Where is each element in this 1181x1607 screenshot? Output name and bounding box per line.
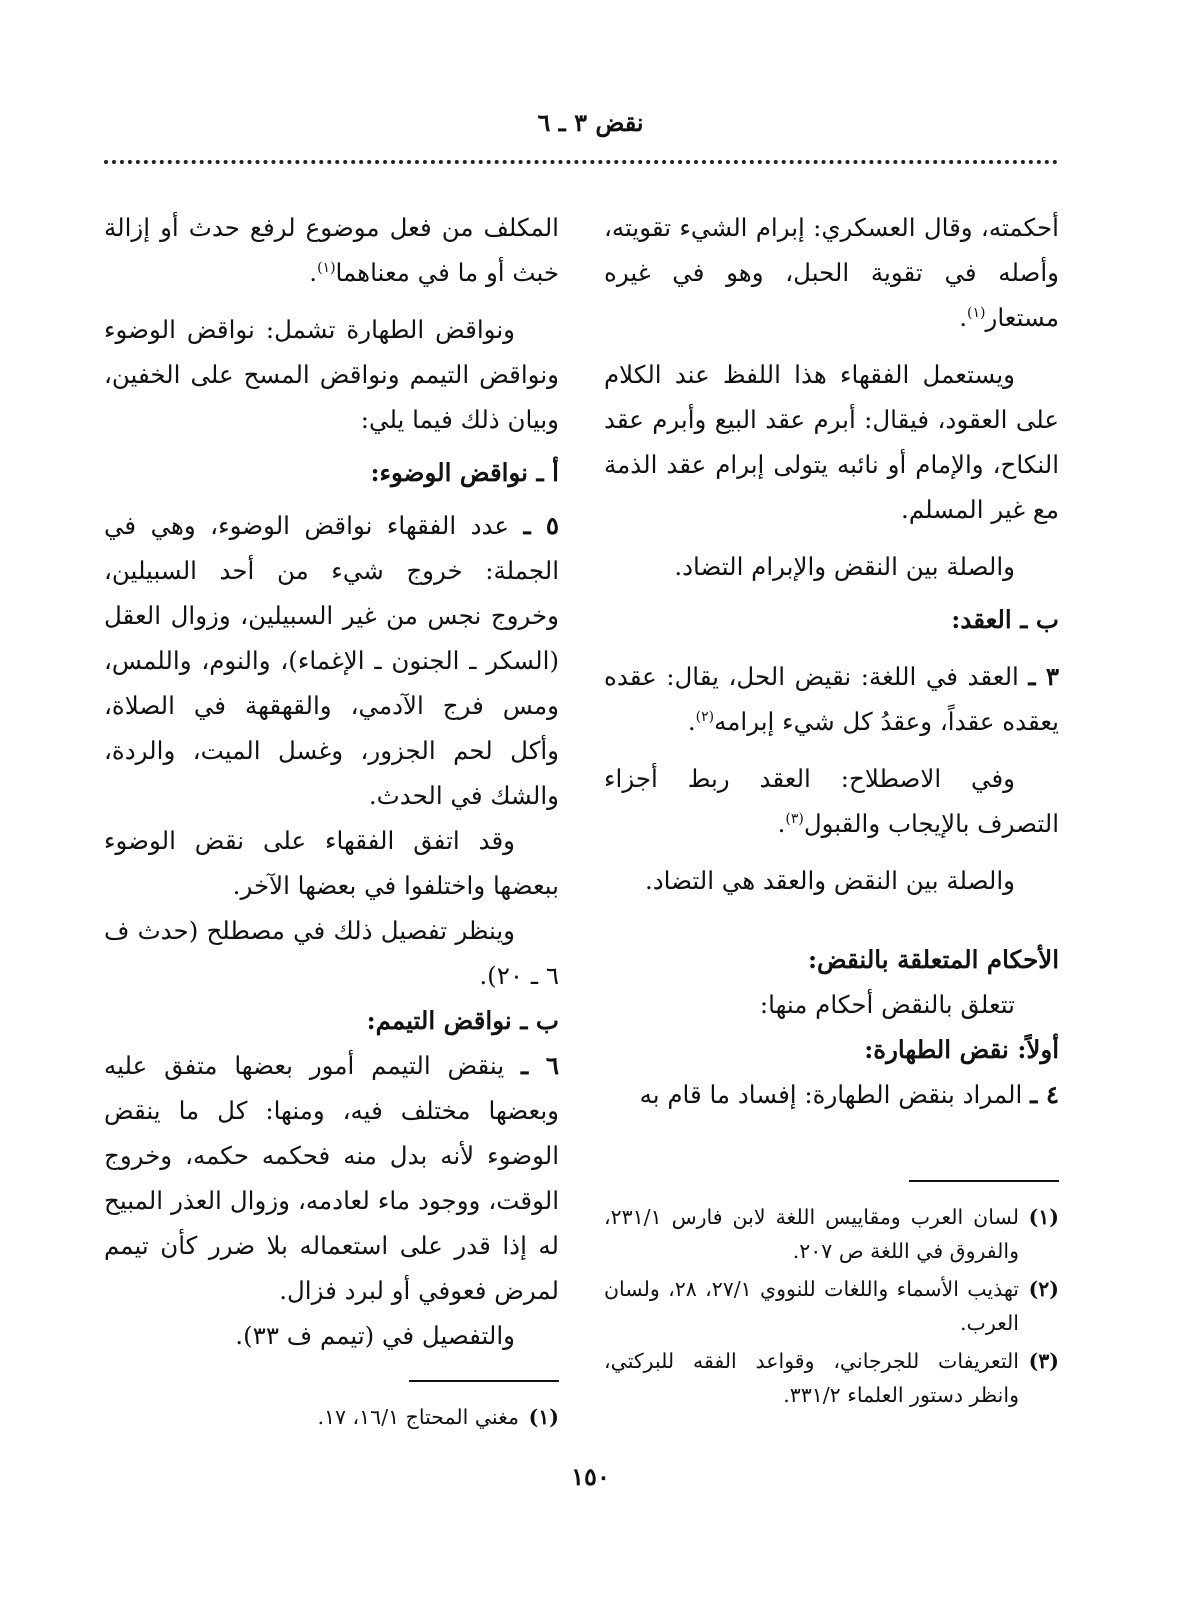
paragraph-text: ينقض التيمم أمور بعضها متفق عليه وبعضها مختلف فيه، ومنها: كل ما ينقض الوضوء لأنه بدل منه فحكمه حكمه، وخروج الوقت، ووجود ماء لعادمه، وزوال العذر المبيح له إذا قدر على استعماله بلا ضرر كأن تيمم لمرض فعوفي أو لبرد فزال.: [104, 1051, 559, 1305]
numbered-paragraph: [604, 1072, 1059, 1117]
section-title: أولاً: نقض الطهارة:: [864, 1035, 1059, 1064]
paragraph: [104, 205, 559, 295]
subheading: ب ـ العقد:: [951, 605, 1059, 634]
paragraph-text: المراد بنقض الطهارة: إفساد ما قام به: [639, 1080, 1023, 1109]
paragraph-end: .: [687, 707, 696, 736]
paragraph: تتعلق بالنقض أحكام منها:: [759, 990, 1015, 1019]
paragraph-text: أحكمته، وقال العسكري: إبرام الشيء تقويته، وأصله في تقوية الحبل، وهو في غيره مستعار: [604, 213, 1059, 332]
paragraph: وقد اتفق الفقهاء على نقض الوضوء ببعضها واختلفوا في بعضها الآخر.: [104, 826, 559, 900]
footnote-list: [604, 1200, 1059, 1412]
paragraph: وينظر تفصيل ذلك في مصطلح (حدث ف ٦ ـ ٢٠).: [104, 916, 559, 990]
paragraph-number: ٣ ـ: [1028, 662, 1059, 691]
paragraph-number: ٥ ـ: [523, 511, 559, 540]
header-dotted-rule: [104, 160, 1058, 164]
numbered-paragraph: [104, 1043, 559, 1313]
left-column: [104, 205, 559, 1358]
footnote-ref: (٣): [785, 810, 804, 827]
paragraph-end: .: [777, 809, 786, 838]
footnote-text: لسان العرب ومقاييس اللغة لابن فارس ٢٣١/١، والفروق في اللغة ص ٢٠٧.: [604, 1205, 1019, 1263]
right-column: [604, 205, 1059, 1117]
section-title: الأحكام المتعلقة بالنقض:: [807, 945, 1059, 974]
paragraph: والصلة بين النقض والإبرام التضاد.: [674, 552, 1015, 581]
paragraph-text: العقد في اللغة: نقيض الحل، يقال: عقده يعقده عقداً، وعقدُ كل شيء إبرامه: [604, 662, 1059, 736]
paragraph-end: .: [959, 303, 968, 332]
numbered-paragraph: [604, 654, 1059, 744]
paragraph: والتفصيل في (تيمم ف ٣٣).: [235, 1321, 515, 1350]
subheading: أ ـ نواقض الوضوء:: [370, 458, 559, 487]
footnote-marker: (١): [1028, 1205, 1059, 1229]
footnote-text: تهذيب الأسماء واللغات للنووي ٢٧/١، ٢٨، ولسان العرب.: [604, 1277, 1019, 1335]
paragraph: والصلة بين النقض والعقد هي التضاد.: [644, 866, 1015, 895]
footnote-separator: [909, 1180, 1059, 1182]
footnote-marker: (١): [528, 1405, 559, 1429]
footnote-ref: (٢): [695, 708, 715, 725]
paragraph-end: .: [309, 258, 318, 287]
footnotes-left: [104, 1380, 559, 1438]
paragraph-text: المكلف من فعل موضوع لرفع حدث أو إزالة خبث أو ما في معناهما: [104, 213, 559, 287]
numbered-paragraph: [104, 503, 559, 818]
paragraph-text: عدد الفقهاء نواقض الوضوء، وهي في الجملة: خروج شيء من أحد السبيلين، وخروج نجس من غير السبيلين، وزوال العقل (السكر ـ الجنون ـ الإغماء)، والنوم، واللمس، ومس فرج الآدمي، والقهقهة في الصلاة، وأكل لحم الجزور، وغسل الميت، والردة، والشك في الحدث.: [104, 511, 559, 810]
footnote-ref: (١): [317, 259, 336, 276]
page-number: ١٥٠: [571, 1462, 610, 1491]
footnote: [604, 1200, 1059, 1268]
footnote: [104, 1400, 559, 1434]
footnote: [604, 1272, 1059, 1340]
running-head: نقض ٣ ـ ٦: [537, 108, 644, 137]
paragraph-text: وفي الاصطلاح: العقد ربط أجزاء التصرف بالإيجاب والقبول: [604, 764, 1059, 838]
paragraph: [604, 205, 1059, 340]
paragraph: ونواقض الطهارة تشمل: نواقض الوضوء ونواقض التيمم ونواقض المسح على الخفين، وبيان ذلك فيما يلي:: [104, 315, 559, 434]
paragraph: ويستعمل الفقهاء هذا اللفظ عند الكلام على العقود، فيقال: أبرم عقد البيع وأبرم عقد النكاح، والإمام أو نائبه يتولى إبرام عقد الذمة مع غير المسلم.: [604, 360, 1059, 524]
footnote-text: مغني المحتاج ١٦/١، ١٧.: [317, 1405, 519, 1429]
paragraph: [604, 756, 1059, 846]
footnote-marker: (٣): [1028, 1349, 1059, 1373]
footnote-ref: (١): [967, 304, 986, 321]
paragraph-number: ٤ ـ: [1030, 1080, 1059, 1109]
footnote-marker: (٢): [1028, 1277, 1059, 1301]
footnote-text: التعريفات للجرجاني، وقواعد الفقه للبركتي، وانظر دستور العلماء ٣٣١/٢.: [604, 1349, 1019, 1407]
footnote-separator: [409, 1380, 559, 1382]
footnotes-right: [604, 1180, 1059, 1416]
paragraph-number: ٦ ـ: [521, 1051, 559, 1080]
subheading: ب ـ نواقض التيمم:: [366, 1006, 559, 1035]
footnote: [604, 1344, 1059, 1412]
footnote-list: [104, 1400, 559, 1434]
